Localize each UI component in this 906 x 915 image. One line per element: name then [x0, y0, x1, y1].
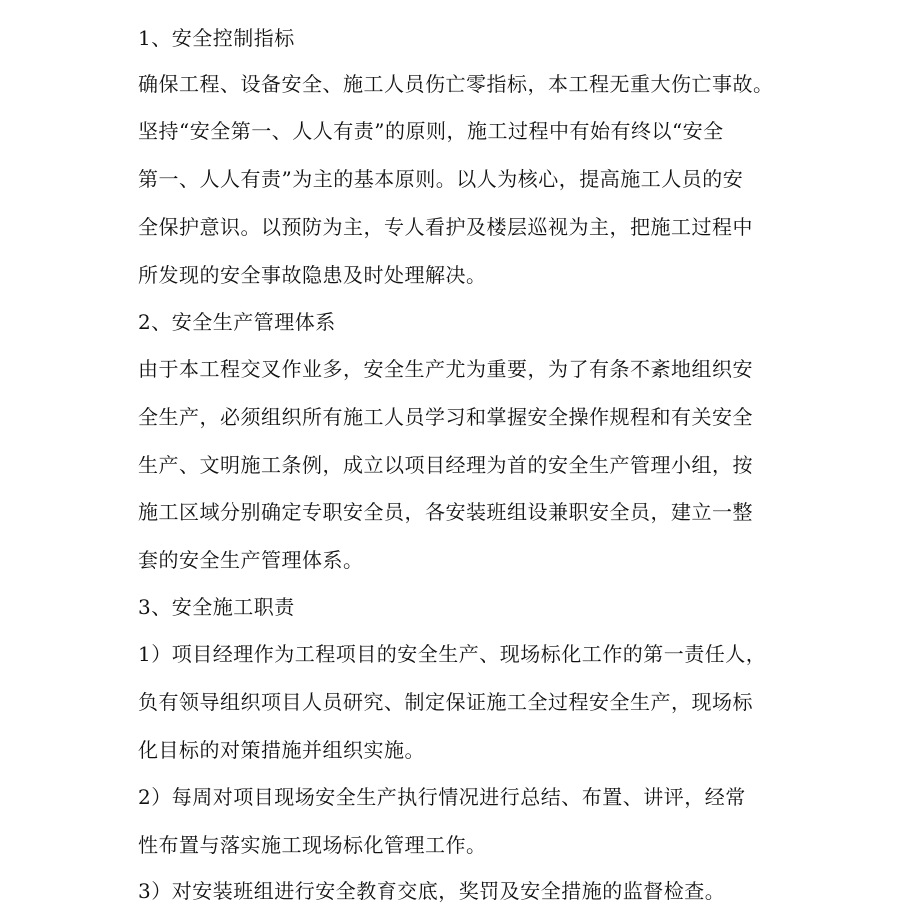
paragraph-line: 套的安全生产管理体系。: [138, 548, 364, 572]
paragraph-line: 第一、人人有责”为主的基本原则。以人为核心，提高施工人员的安: [138, 167, 744, 191]
list-item-line: 化目标的对策措施并组织实施。: [138, 738, 425, 762]
list-item-line: 1）项目经理作为工程项目的安全生产、现场标化工作的第一责任人，: [138, 642, 767, 666]
paragraph-line: 由于本工程交叉作业多，安全生产尤为重要，为了有条不紊地组织安: [138, 357, 753, 381]
list-item-line: 3）对安装班组进行安全教育交底，奖罚及安全措施的监督检查。: [138, 879, 726, 903]
heading-safety-duties: 3、安全施工职责: [138, 595, 295, 619]
list-item-line: 性布置与落实施工现场标化管理工作。: [138, 833, 487, 857]
heading-safety-management-system: 2、安全生产管理体系: [138, 310, 336, 334]
heading-safety-control-targets: 1、安全控制指标: [138, 26, 295, 50]
paragraph-line: 生产、文明施工条例，成立以项目经理为首的安全生产管理小组，按: [138, 453, 753, 477]
paragraph-line: 所发现的安全事故隐患及时处理解决。: [138, 263, 487, 287]
paragraph-line: 全生产，必须组织所有施工人员学习和掌握安全操作规程和有关安全: [138, 405, 753, 429]
list-item-line: 负有领导组织项目人员研究、制定保证施工全过程安全生产，现场标: [138, 690, 753, 714]
paragraph-line: 确保工程、设备安全、施工人员伤亡零指标，本工程无重大伤亡事故。: [138, 72, 774, 96]
paragraph-line: 全保护意识。以预防为主，专人看护及楼层巡视为主，把施工过程中: [138, 215, 753, 239]
paragraph-line: 坚持“安全第一、人人有责”的原则，施工过程中有始有终以“安全: [138, 119, 724, 143]
paragraph-line: 施工区域分别确定专职安全员，各安装班组设兼职安全员，建立一整: [138, 500, 753, 524]
list-item-line: 2）每周对项目现场安全生产执行情况进行总结、布置、讲评，经常: [138, 785, 746, 809]
